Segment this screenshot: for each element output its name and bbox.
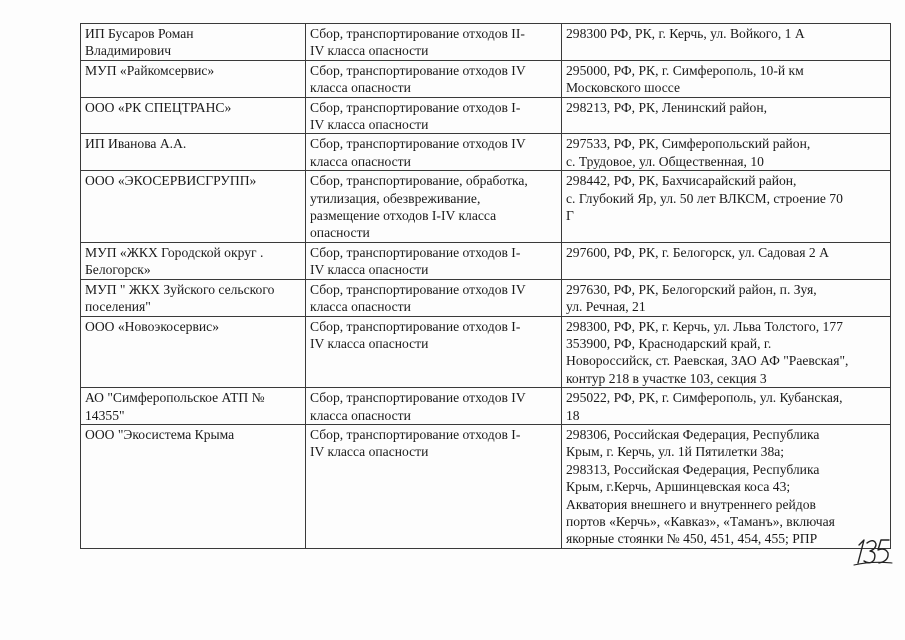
cell-text-line: Акватория внешнего и внутреннего рейдов <box>566 496 816 512</box>
org-cell <box>81 316 306 388</box>
cell-text-line: МУП «Райкомсервис» <box>85 62 215 78</box>
cell-text-line: ООО «РК СПЕЦТРАНС» <box>85 99 232 115</box>
cell-text-line: класса опасности <box>310 299 411 315</box>
activity-cell <box>306 171 562 243</box>
cell-text-line: Белогорск» <box>85 262 151 278</box>
cell-text-line: поселения" <box>85 299 151 315</box>
address-cell <box>562 60 891 97</box>
address-cell <box>562 279 891 316</box>
cell-text-line: 297533, РФ, РК, Симферопольский район, <box>566 136 811 152</box>
activity-cell <box>306 24 562 61</box>
cell-text-line: 298300, РФ, РК, г. Керчь, ул. Льва Толстого, 177 <box>566 318 843 334</box>
table-row <box>81 97 891 134</box>
cell-text-line: 297600, РФ, РК, г. Белогорск, ул. Садовая 2 А <box>566 244 829 260</box>
table-row <box>81 60 891 97</box>
address-cell <box>562 316 891 388</box>
cell-text-line: Сбор, транспортирование отходов IV <box>310 136 526 152</box>
table-row <box>81 388 891 425</box>
cell-text-line: IV класса опасности <box>310 43 429 59</box>
activity-cell <box>306 242 562 279</box>
cell-text-line: IV класса опасности <box>310 117 429 133</box>
cell-text-line: Сбор, транспортирование отходов I- <box>310 426 521 442</box>
handwritten-page-number <box>848 536 896 566</box>
cell-text-line: 14355" <box>85 407 125 423</box>
table-row <box>81 424 891 548</box>
cell-text-line: опасности <box>310 225 370 241</box>
activity-cell <box>306 279 562 316</box>
cell-text-line: 295022, РФ, РК, г. Симферополь, ул. Кубанская, <box>566 390 843 406</box>
activity-cell <box>306 60 562 97</box>
activity-cell <box>306 424 562 548</box>
table-row <box>81 279 891 316</box>
address-cell <box>562 24 891 61</box>
activity-cell <box>306 97 562 134</box>
cell-text-line: класса опасности <box>310 153 411 169</box>
cell-text-line: 295000, РФ, РК, г. Симферополь, 10-й км <box>566 62 804 78</box>
cell-text-line: Крым, г.Керчь, Аршинцевская коса 43; <box>566 479 791 495</box>
cell-text-line: Московского шоссе <box>566 80 681 96</box>
cell-text-line: 297630, РФ, РК, Белогорский район, п. Зуя, <box>566 281 817 297</box>
address-cell <box>562 242 891 279</box>
address-cell <box>562 171 891 243</box>
org-cell <box>81 279 306 316</box>
cell-text-line: 353900, РФ, Краснодарский край, г. <box>566 335 772 351</box>
cell-text-line: АО "Симферопольское АТП № <box>85 390 265 406</box>
activity-cell <box>306 134 562 171</box>
cell-text-line: Сбор, транспортирование отходов I- <box>310 244 521 260</box>
org-cell <box>81 97 306 134</box>
org-cell <box>81 171 306 243</box>
cell-text-line: МУП «ЖКХ Городской округ . <box>85 244 264 260</box>
cell-text-line: Сбор, транспортирование отходов I- <box>310 99 521 115</box>
cell-text-line: портов «Керчь», «Кавказ», «Таманъ», включая <box>566 513 835 529</box>
cell-text-line: класса опасности <box>310 80 411 96</box>
cell-text-line: якорные стоянки № 450, 451, 454, 455; РПР <box>566 531 818 547</box>
cell-text-line: контур 218 в участке 103, секция 3 <box>566 370 767 386</box>
cell-text-line: утилизация, обезвреживание, <box>310 190 481 206</box>
cell-text-line: ООО «Новоэкосервис» <box>85 318 219 334</box>
org-cell <box>81 242 306 279</box>
address-cell <box>562 388 891 425</box>
cell-text-line: размещение отходов I-IV класса <box>310 208 497 224</box>
cell-text-line: ул. Речная, 21 <box>566 299 646 315</box>
cell-text-line: с. Глубокий Яр, ул. 50 лет ВЛКСМ, строение 70 <box>566 190 843 206</box>
cell-text-line: Сбор, транспортирование отходов II- <box>310 26 525 41</box>
cell-text-line: ООО «ЭКОСЕРВИСГРУПП» <box>85 173 257 189</box>
address-cell <box>562 424 891 548</box>
cell-text-line: 18 <box>566 407 580 423</box>
cell-text-line: Сбор, транспортирование отходов I- <box>310 318 521 334</box>
cell-text-line: Владимирович <box>85 43 172 59</box>
cell-text-line: Сбор, транспортирование отходов IV <box>310 281 526 297</box>
cell-text-line: класса опасности <box>310 407 411 423</box>
org-cell <box>81 24 306 61</box>
cell-text-line: Сбор, транспортирование, обработка, <box>310 173 528 189</box>
cell-text-line: Г <box>566 208 574 224</box>
cell-text-line: 298300 РФ, РК, г. Керчь, ул. Войкого, 1 А <box>566 26 805 41</box>
waste-operators-table <box>80 23 891 549</box>
table-body <box>81 24 891 549</box>
org-cell <box>81 134 306 171</box>
cell-text-line: IV класса опасности <box>310 335 429 351</box>
cell-text-line: IV класса опасности <box>310 444 429 460</box>
cell-text-line: с. Трудовое, ул. Общественная, 10 <box>566 153 764 169</box>
address-cell <box>562 134 891 171</box>
org-cell <box>81 388 306 425</box>
table-row <box>81 242 891 279</box>
cell-text-line: 298306, Российская Федерация, Республика <box>566 426 820 442</box>
table-row <box>81 134 891 171</box>
address-cell <box>562 97 891 134</box>
cell-text-line: 298313, Российская Федерация, Республика <box>566 461 820 477</box>
table-row <box>81 171 891 243</box>
cell-text-line: 298442, РФ, РК, Бахчисарайский район, <box>566 173 797 189</box>
activity-cell <box>306 316 562 388</box>
cell-text-line: МУП " ЖКХ Зуйского сельского <box>85 281 275 297</box>
cell-text-line: Сбор, транспортирование отходов IV <box>310 62 526 78</box>
cell-text-line: 298213, РФ, РК, Ленинский район, <box>566 99 768 115</box>
table-row <box>81 24 891 61</box>
org-cell <box>81 60 306 97</box>
cell-text-line: Крым, г. Керчь, ул. 1й Пятилетки 38а; <box>566 444 785 460</box>
table-row <box>81 316 891 388</box>
cell-text-line: ИП Иванова А.А. <box>85 136 187 152</box>
activity-cell <box>306 388 562 425</box>
cell-text-line: ИП Бусаров Роман <box>85 26 194 41</box>
cell-text-line: IV класса опасности <box>310 262 429 278</box>
cell-text-line: Новороссийск, ст. Раевская, ЗАО АФ "Раевская", <box>566 353 849 369</box>
org-cell <box>81 424 306 548</box>
cell-text-line: Сбор, транспортирование отходов IV <box>310 390 526 406</box>
cell-text-line: ООО "Экосистема Крыма <box>85 426 235 442</box>
